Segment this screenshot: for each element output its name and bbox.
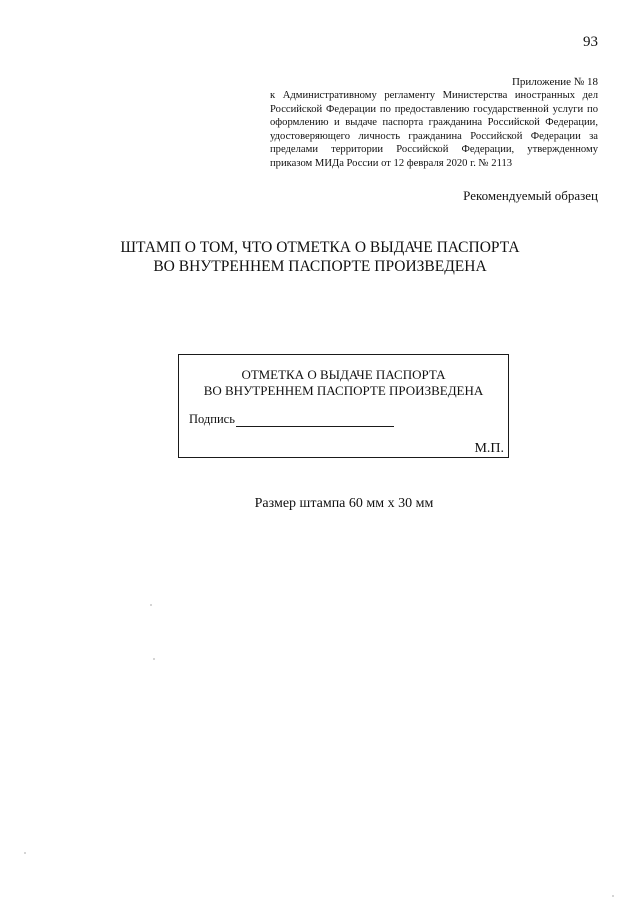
scan-speck: [612, 895, 614, 897]
stamp-sample-box: [178, 354, 509, 458]
signature-label: Подпись: [189, 412, 235, 426]
document-title-line-1: ШТАМП О ТОМ, ЧТО ОТМЕТКА О ВЫДАЧЕ ПАСПОРТА: [120, 239, 520, 256]
seal-place-label: М.П.: [474, 441, 504, 456]
stamp-size-note: Размер штампа 60 мм х 30 мм: [254, 496, 434, 511]
stamp-heading-line-2: ВО ВНУТРЕННЕМ ПАСПОРТЕ ПРОИЗВЕДЕНА: [203, 383, 484, 398]
stamp-heading-line-1: ОТМЕТКА О ВЫДАЧЕ ПАСПОРТА: [241, 367, 446, 382]
document-title-line-2: ВО ВНУТРЕННЕМ ПАСПОРТЕ ПРОИЗВЕДЕНА: [153, 258, 487, 275]
scan-speck: [24, 852, 26, 854]
stamp-heading: [179, 367, 508, 399]
scan-speck: [150, 604, 152, 606]
page-number: 93: [583, 34, 598, 50]
appendix-body: к Административному регламенту Министерства иностранных дел Российской Федерации по предоставлению государственной услуги по оформлению и выдаче паспорта гражданина Российской Федерации, удостоверяющего личность гражданина Российской Федерации за пределами территории Российской Федерации, утвержденному приказом МИДа России от 12 февраля 2020 г. № 2113: [270, 90, 598, 169]
signature-row: [189, 412, 394, 427]
scan-speck: [153, 658, 155, 660]
document-title: [80, 238, 560, 276]
appendix-title: Приложение № 18: [511, 76, 598, 88]
recommended-sample-label: Рекомендуемый образец: [463, 188, 598, 203]
signature-line: [236, 414, 394, 427]
